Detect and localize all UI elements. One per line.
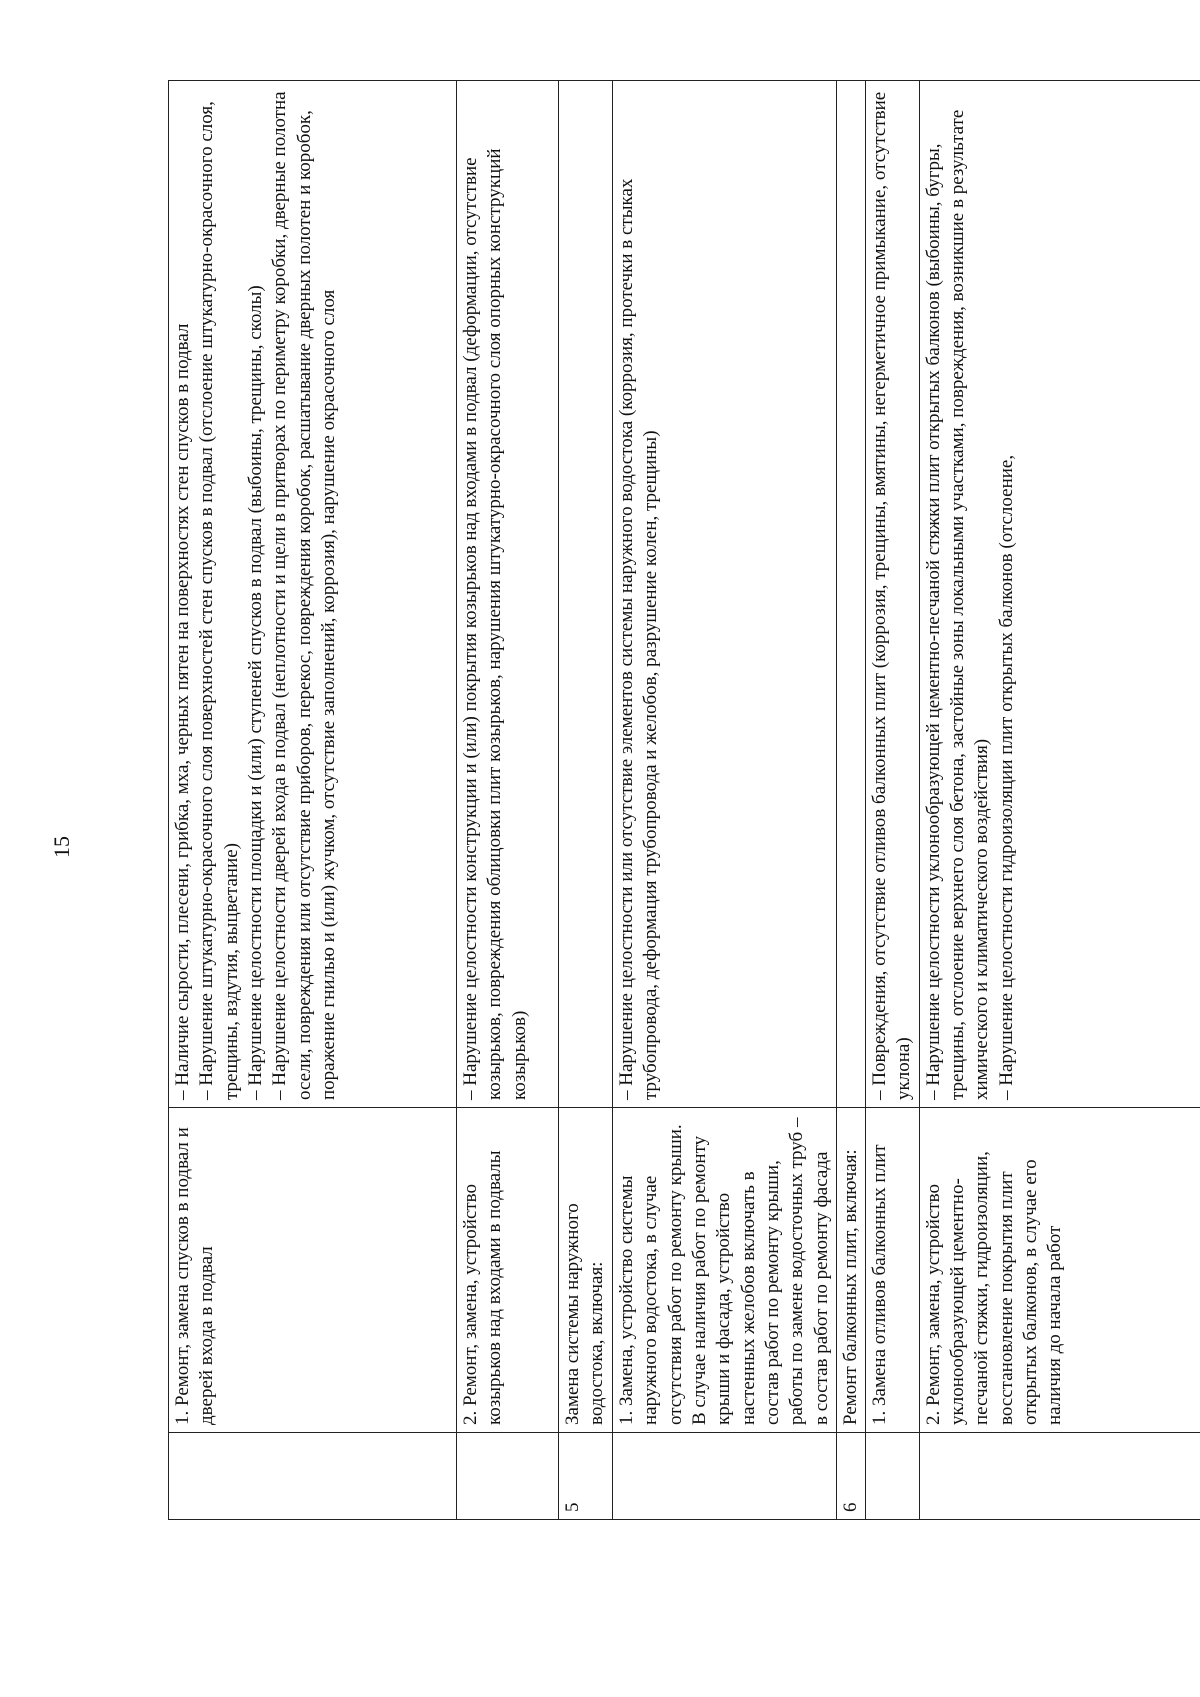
defect-item: – Нарушение целостности конструкции и (или) покрытия козырьков над входами в подвал (деформации, отсутствие козырьков, повреждения облицовки плит козырьков, нарушения штукатурно-окрасочного слоя опорных конструкций козырьков)	[460, 148, 530, 1100]
defect-item: – Нарушение целостности уклонообразующей цементно-песчаной стяжки плит открытых балконов (выбоины, бугры, трещины, отслоение верхнего слоя бетона, застойные зоны локальными участками, повреждения, возникшие в результате химического и климатического воздействия)	[922, 109, 993, 1100]
row-number-cell	[169, 1433, 457, 1520]
work-cell: Замена системы наружного водостока, включая:	[559, 1108, 613, 1433]
row-number-cell	[457, 1433, 559, 1520]
row-number-cell	[613, 1433, 837, 1520]
work-cell: 1. Замена отливов балконных плит	[866, 1108, 920, 1433]
rotated-table-container	[168, 80, 1200, 1520]
defect-item: – Нарушение штукатурно-окрасочного слоя поверхностей стен спусков в подвал (отслоение штукатурно-окрасочного слоя, трещины, вздутия, выцветание)	[196, 101, 242, 1100]
defect-item: – Повреждения, отсутствие отливов балконных плит (коррозия, трещины, вмятины, негерметичное примыкание, отсутствие уклона)	[869, 91, 915, 1100]
defects-table	[168, 80, 1200, 1520]
defects-cell	[836, 81, 865, 1108]
defect-item: – Нарушение целостности или отсутствие элементов системы наружного водостока (коррозия, протечки в стыках трубопровода, деформация трубопровода и желобов, разрушение колен, трещины)	[616, 178, 662, 1100]
row-number-cell: 6	[836, 1433, 865, 1520]
defect-item: – Нарушение целостности дверей входа в подвал (неплотности и щели в притворах по периметру коробки, дверные полотна осели, повреждения или отсутствие приборов, перекос, повреждения коробок, расшатывание дверных полотен и коробок, поражение гнилью и (или) жучком, отсутствие заполнений, коррозия), нарушение окрасочного слоя	[269, 91, 339, 1100]
table-row	[457, 81, 559, 1520]
defect-item: – Нарушение целостности площадки и (или) ступеней спусков в подвал (выбоины, трещины, сколы)	[244, 285, 266, 1100]
table-row	[919, 81, 1200, 1520]
defect-item: – Нарушение целостности гидроизоляции плит открытых балконов (отслоение,	[995, 454, 1017, 1100]
table-row	[836, 81, 865, 1520]
work-cell: 1. Ремонт, замена спусков в подвал и дверей входа в подвал	[169, 1108, 457, 1433]
defects-cell	[559, 81, 613, 1108]
defects-cell	[457, 81, 559, 1108]
table-row	[559, 81, 613, 1520]
row-number-cell	[919, 1433, 1200, 1520]
work-cell: Ремонт балконных плит, включая:	[836, 1108, 865, 1433]
row-number-cell: 5	[559, 1433, 613, 1520]
table-row	[169, 81, 457, 1520]
defect-item: – Наличие сырости, плесени, грибка, мха, черных пятен на поверхностях стен спусков в подвал	[172, 323, 193, 1100]
table-row	[866, 81, 920, 1520]
defects-cell	[169, 81, 457, 1108]
defects-cell	[919, 81, 1200, 1108]
defects-cell	[613, 81, 837, 1108]
page-number: 15	[49, 836, 74, 858]
defects-cell	[866, 81, 920, 1108]
work-cell: 1. Замена, устройство системы наружного водостока, в случае отсутствия работ по ремонту крыши. В случае наличия работ по ремонту крыши и фасада, устройство настенных желобов включать в состав работ по ремонту крыши, работы по замене водосточных труб – в состав работ по ремонту фасада	[613, 1108, 837, 1433]
row-number-cell	[866, 1433, 920, 1520]
work-cell: 2. Ремонт, замена, устройство уклонообразующей цементно-песчаной стяжки, гидроизоляции, восстановление покрытия плит открытых балконов, в случае его наличия до начала работ	[919, 1108, 1200, 1433]
work-cell: 2. Ремонт, замена, устройство козырьков над входами в подвалы	[457, 1108, 559, 1433]
table-row	[613, 81, 837, 1520]
